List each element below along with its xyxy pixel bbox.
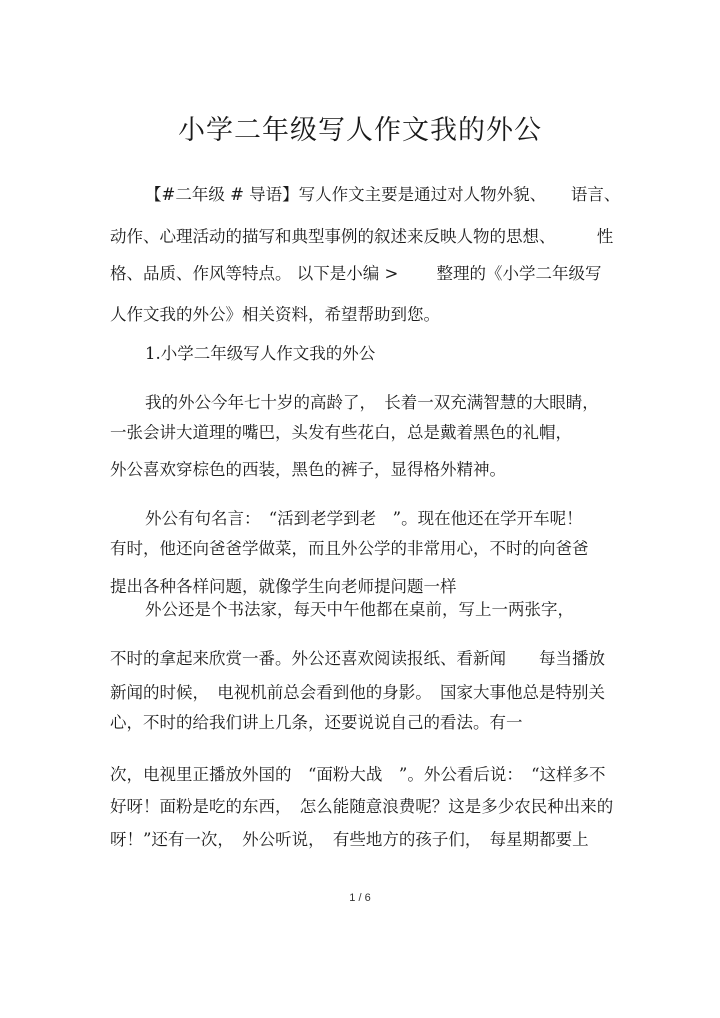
text-line: 动作、心理活动的描写和典型事例的叙述来反映人物的思想、 性 — [110, 227, 614, 246]
text-line: 好呀！面粉是吃的东西， 怎么能随意浪费呢？这是多少农民种出来的 — [110, 797, 614, 816]
text-line: 外公还是个书法家，每天中午他都在桌前，写上一两张字， — [145, 600, 574, 619]
text-line: 心，不时的给我们讲上几条，还要说说自己的看法。有一 — [110, 713, 523, 732]
text-line: 呀！”还有一次， 外公听说， 有些地方的孩子们， 每星期都要上 — [110, 830, 589, 849]
text-line: 我的外公今年七十岁的高龄了， 长着一双充满智慧的大眼睛， — [145, 393, 599, 412]
text-line: 外公喜欢穿棕色的西装，黑色的裤子，显得格外精神。 — [110, 460, 506, 479]
text-line: 一张会讲大道理的嘴巴，头发有些花白，总是戴着黑色的礼帽， — [110, 423, 572, 442]
text-line: 新闻的时候， 电视机前总会看到他的身影。 国家大事他总是特别关 — [110, 683, 605, 702]
text-line: 不时的拿起来欣赏一番。外公还喜欢阅读报纸、看新闻 每当播放 — [110, 649, 605, 668]
text-line: 格、品质、作风等特点。 以下是小编 > 整理的《小学二年级写 — [110, 264, 602, 283]
text-line: 外公有句名言： “活到老学到老 ”。现在他还在学开车呢！ — [145, 509, 583, 528]
document-title: 小学二年级写人作文我的外公 — [178, 115, 542, 146]
text-line: 人作文我的外公》相关资料，希望帮助到您。 — [110, 305, 440, 324]
section-heading: 1.小学二年级写人作文我的外公 — [145, 344, 376, 363]
page-number: 1 / 6 — [349, 892, 371, 904]
text-line: 【#二年级 # 导语】写人作文主要是通过对人物外貌、 语言、 — [145, 185, 621, 204]
text-line: 次，电视里正播放外国的 “面粉大战 ”。外公看后说： “这样多不 — [110, 765, 606, 784]
text-line: 有时，他还向爸爸学做菜，而且外公学的非常用心，不时的向爸爸 — [110, 539, 589, 558]
text-line: 提出各种各样问题，就像学生向老师提问题一样 — [110, 577, 457, 596]
